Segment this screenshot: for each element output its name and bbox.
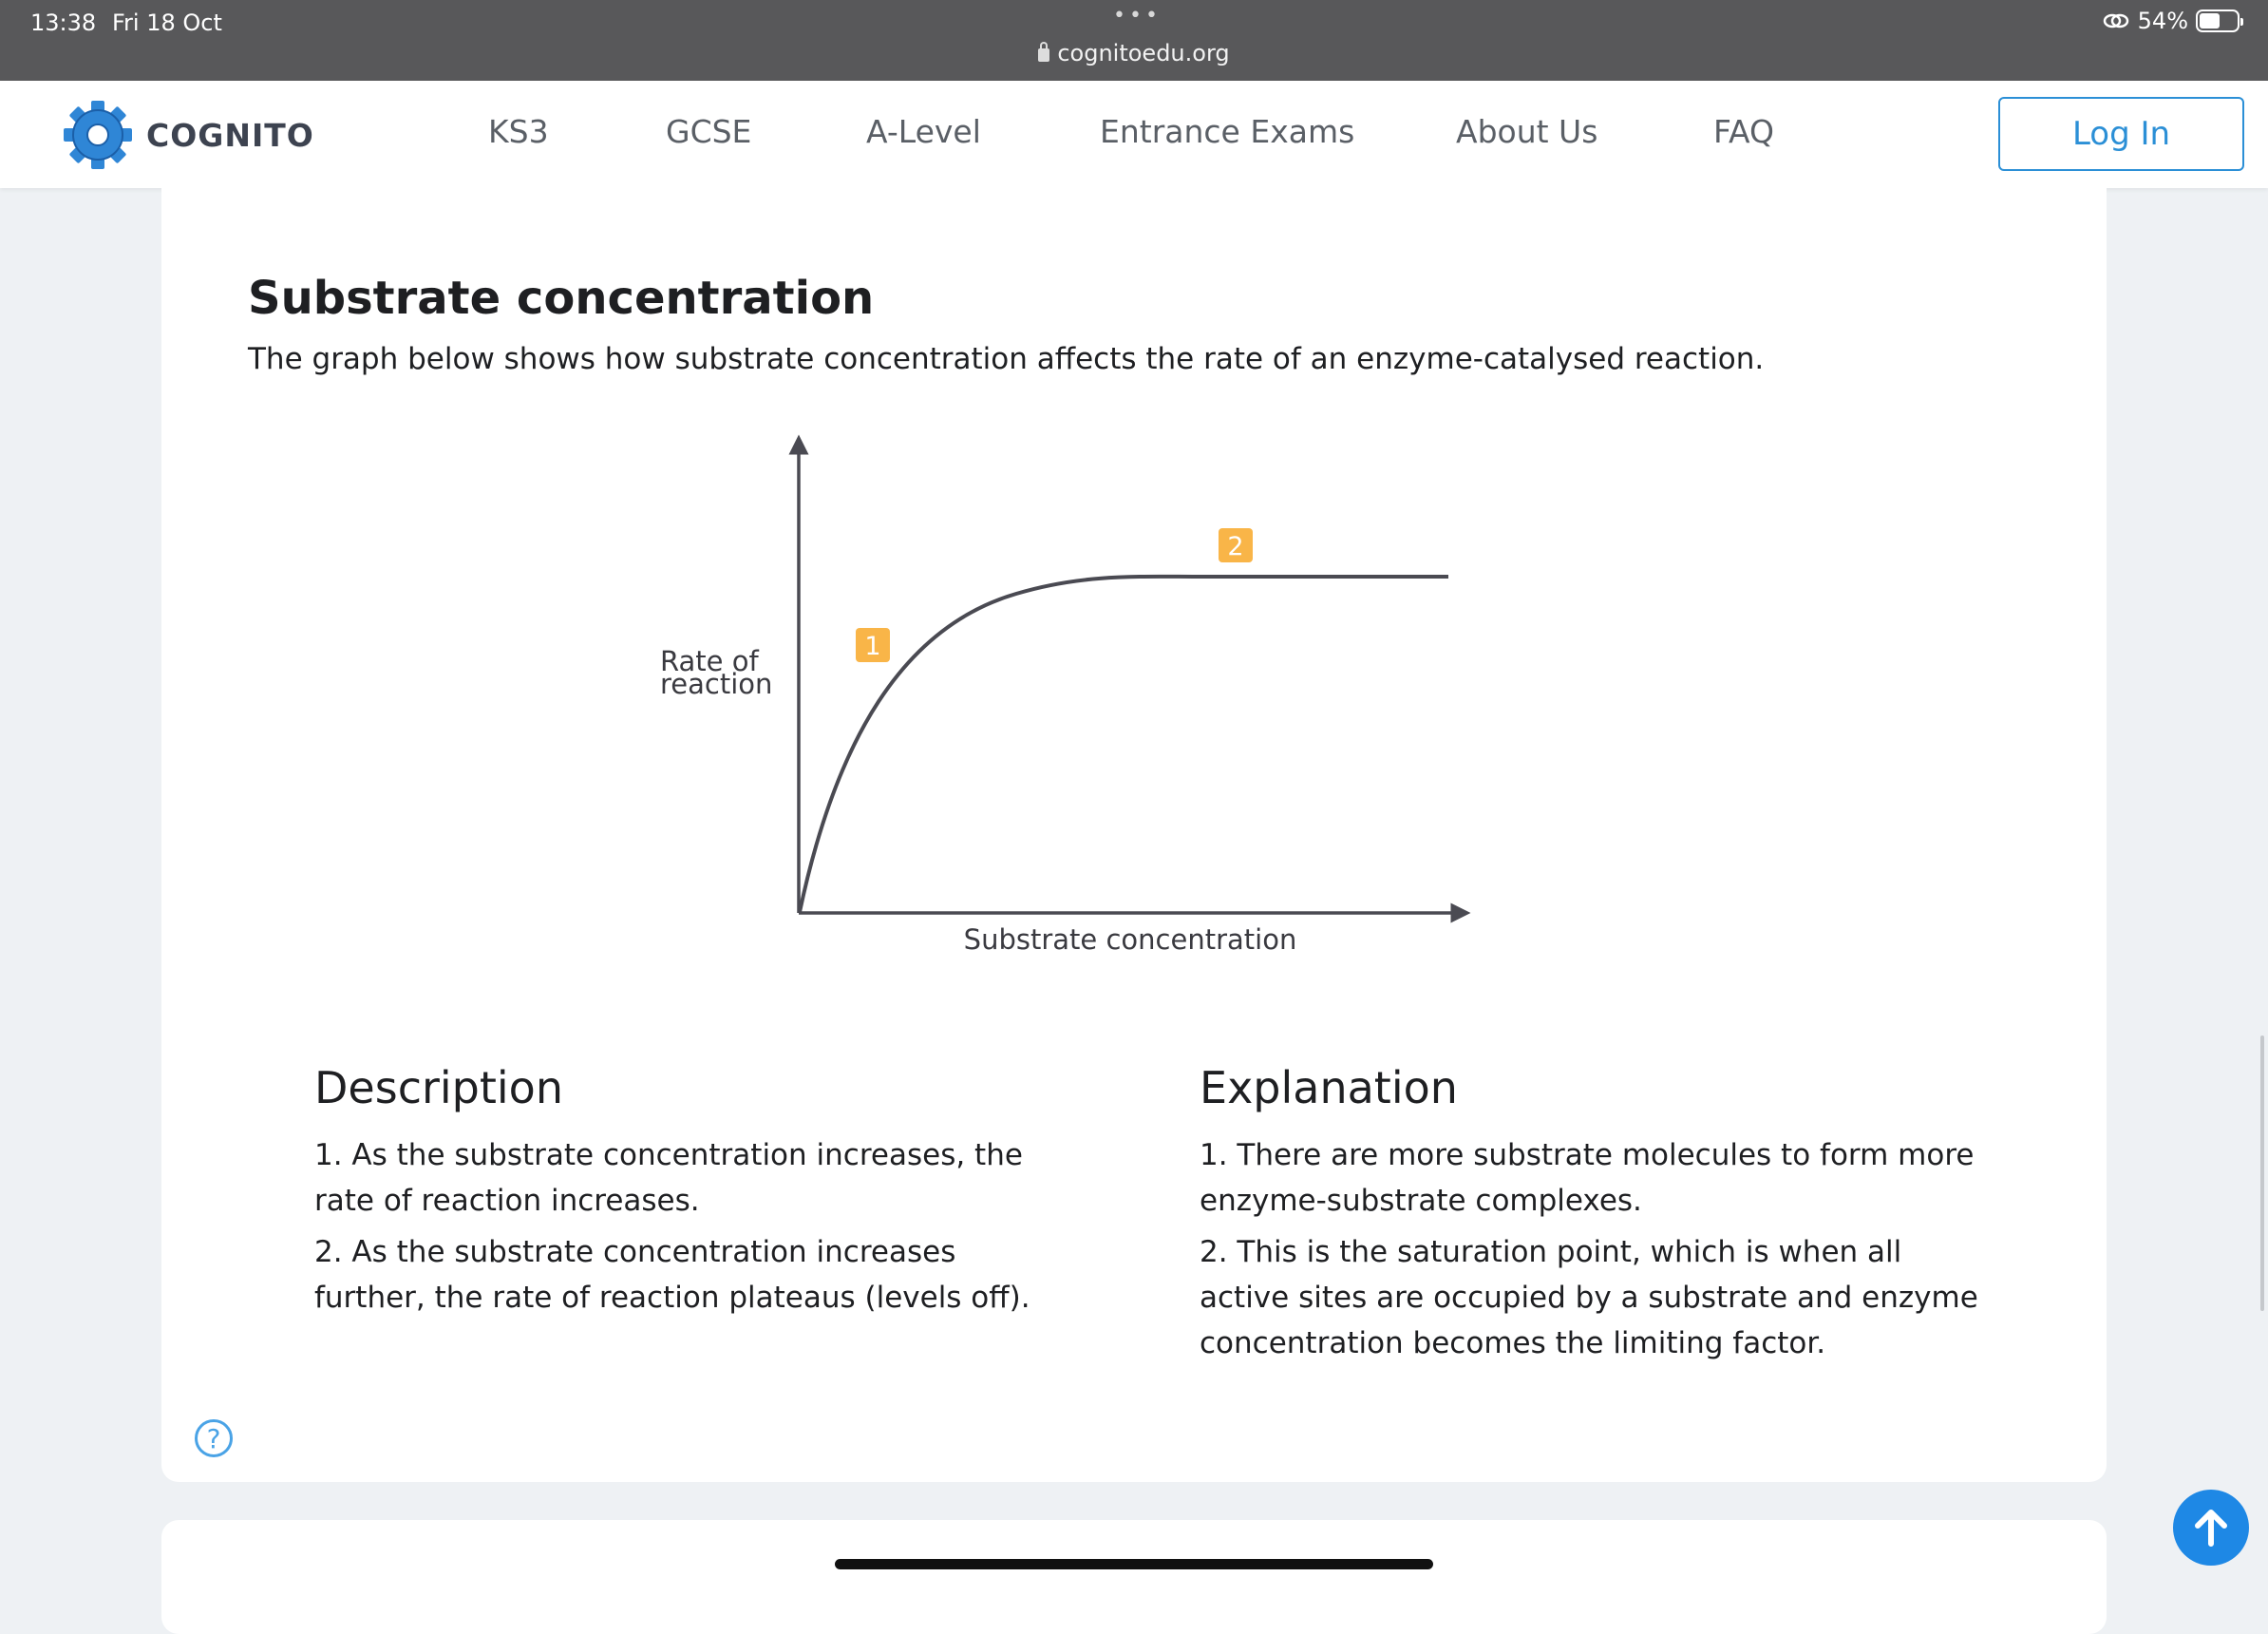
scrollbar[interactable]: [2260, 1036, 2264, 1311]
nav-ks3[interactable]: KS3: [488, 113, 549, 150]
link-icon: [2102, 11, 2130, 30]
description-item-2: 2. As the substrate concentration increases further, the rate of reaction plateaus (levels off).: [314, 1235, 1030, 1315]
home-indicator[interactable]: [835, 1559, 1433, 1569]
status-time: 13:38: [30, 10, 97, 36]
description-section: [314, 1062, 1036, 1326]
site-header: [0, 81, 2268, 188]
marker-1-label: 1: [864, 632, 881, 661]
status-date: Fri 18 Oct: [112, 10, 222, 36]
nav-a-level[interactable]: A-Level: [866, 113, 981, 150]
nav-entrance-exams[interactable]: Entrance Exams: [1100, 113, 1355, 150]
nav-gcse[interactable]: GCSE: [666, 113, 752, 150]
description-heading: Description: [314, 1062, 563, 1113]
marker-2-label: 2: [1227, 532, 1244, 561]
gear-logo-icon: [63, 100, 133, 170]
y-axis-label-line2: reaction: [660, 668, 773, 700]
more-dots-icon[interactable]: •••: [1113, 4, 1162, 28]
battery-fill: [2200, 13, 2220, 28]
next-content-card: [161, 1520, 2107, 1634]
help-icon[interactable]: ?: [195, 1419, 233, 1457]
scroll-to-top-button[interactable]: [2173, 1490, 2249, 1566]
enzyme-rate-graph: [646, 423, 1482, 974]
page-title: Substrate concentration: [248, 272, 875, 325]
intro-text: The graph below shows how substrate concentration affects the rate of an enzyme-catalysed reaction.: [248, 342, 1765, 376]
description-item-1: 1. As the substrate concentration increases, the rate of reaction increases.: [314, 1138, 1023, 1218]
logo[interactable]: [63, 100, 314, 170]
explanation-heading: Explanation: [1200, 1062, 1458, 1113]
url-text: cognitoedu.org: [1057, 40, 1230, 66]
status-right: [2102, 8, 2240, 34]
lock-icon: [1038, 48, 1049, 62]
battery-percent: 54%: [2137, 8, 2188, 34]
brand-name: COGNITO: [146, 116, 314, 154]
status-bar: [0, 0, 2268, 81]
y-axis-label-line1: Rate of: [660, 645, 759, 677]
explanation-section: [1200, 1062, 1978, 1372]
nav-about-us[interactable]: About Us: [1456, 113, 1598, 150]
login-button[interactable]: Log In: [1998, 97, 2244, 171]
nav-faq[interactable]: FAQ: [1713, 113, 1774, 150]
address-bar[interactable]: [0, 40, 2268, 66]
battery-icon: [2196, 10, 2240, 32]
arrow-up-icon: [2189, 1506, 2233, 1549]
explanation-item-1: 1. There are more substrate molecules to form more enzyme-substrate complexes.: [1200, 1138, 1975, 1218]
explanation-item-2: 2. This is the saturation point, which is when all active sites are occupied by a substrate and enzyme concentration becomes the limiting factor.: [1200, 1235, 1978, 1360]
x-axis-label: Substrate concentration: [963, 923, 1297, 956]
rate-curve: [800, 577, 1448, 912]
